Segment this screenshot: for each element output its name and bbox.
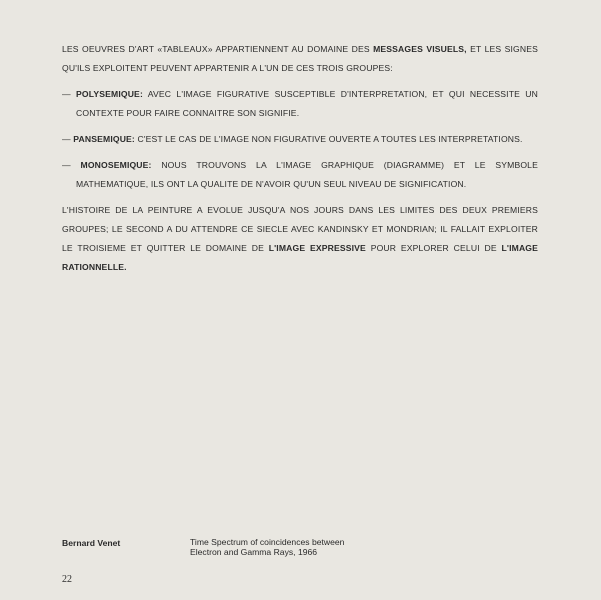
page-number: 22 — [62, 574, 72, 585]
body-text — [62, 40, 538, 284]
caption-title-line-2: Electron and Gamma Rays, 1966 — [190, 547, 318, 557]
group-item-monosemique — [62, 156, 538, 194]
history-bold-2: L'IMAGE RATIONNELLE. — [62, 243, 539, 272]
intro-text-after: ET LES SIGNES QU'ILS EXPLOITENT PEUVENT APPARTENIR A L'UN DE CES TROIS GROUPES: — [62, 44, 539, 73]
group-term: PANSEMIQUE: — [73, 134, 135, 144]
item-dash: — — [62, 160, 71, 170]
group-item-pansemique — [62, 130, 538, 149]
caption-artist: Bernard Venet — [62, 538, 121, 548]
item-dash: — — [62, 134, 71, 144]
intro-text-before: LES OEUVRES D'ART «TABLEAUX» APPARTIENNENT AU DOMAINE DES — [62, 44, 374, 54]
group-text: NOUS TROUVONS LA L'IMAGE GRAPHIQUE (DIAGRAMME) ET LE SYMBOLE MATHEMATIQUE, ILS ONT LA QUALITE DE N'AVOIR QU'UN SEUL NIVEAU DE SIGNIFICATION. — [76, 160, 538, 189]
item-dash: — — [62, 89, 71, 99]
caption-title-line-1: Time Spectrum of coincidences between — [190, 537, 345, 547]
group-term: POLYSEMIQUE: — [76, 89, 143, 99]
caption-work-title — [190, 537, 430, 557]
intro-paragraph — [62, 40, 538, 78]
history-text-2: POUR EXPLORER CELUI DE — [365, 243, 502, 253]
intro-bold-term: MESSAGES VISUELS, — [373, 44, 467, 54]
history-text-1: L'HISTOIRE DE LA PEINTURE A EVOLUE JUSQU'A NOS JOURS DANS LES LIMITES DES DEUX PREMIERS GROUPES; LE SECOND A DU ATTENDRE CE SIECLE AVEC KANDINSKY ET MONDRIAN; IL FALLAIT EXPLOITER LE TROISIEME ET QUITTER LE DOMAINE DE — [62, 205, 538, 253]
group-item-polysemique — [62, 85, 538, 123]
history-paragraph — [62, 201, 538, 277]
group-text: AVEC L'IMAGE FIGURATIVE SUSCEPTIBLE D'INTERPRETATION, ET QUI NECESSITE UN CONTEXTE POUR FAIRE CONNAITRE SON SIGNIFIE. — [76, 89, 538, 118]
history-bold-1: L'IMAGE EXPRESSIVE — [268, 243, 366, 253]
group-text: C'EST LE CAS DE L'IMAGE NON FIGURATIVE OUVERTE A TOUTES LES INTERPRETATIONS. — [134, 134, 523, 144]
group-term: MONOSEMIQUE: — [80, 160, 152, 170]
